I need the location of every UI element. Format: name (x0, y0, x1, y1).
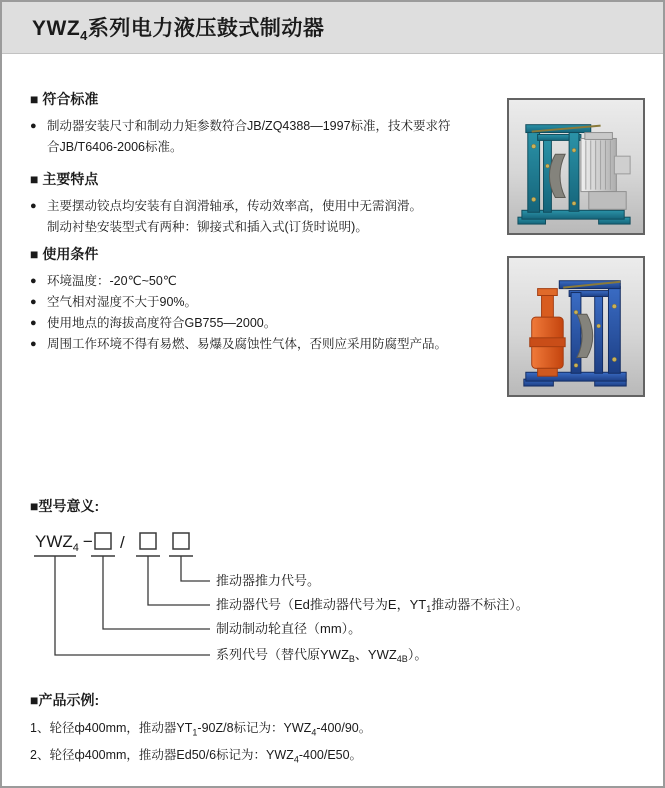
example-item-2: 2、轮径ф400mm，推动器Ed50/6标记为：$YWZ_4-400/E50$。 (30, 747, 363, 764)
condition-text: 使用地点的海拔高度符合GB755—2000。 (47, 316, 277, 330)
leader-line-thrust (181, 556, 210, 581)
product-photo-yt-thruster (507, 256, 645, 397)
bullet-icon: ● (30, 275, 37, 287)
condition-item (30, 334, 510, 355)
leader-line-wheel (103, 556, 210, 629)
condition-item (30, 271, 510, 292)
model-box-wheel (95, 533, 111, 549)
condition-text: 空气相对湿度不大于90%。 (47, 295, 198, 309)
standards-heading: ■ 符合标准 (30, 91, 99, 107)
model-formula: $YWZ_4$ − (35, 532, 93, 554)
features-bullet-line (30, 196, 500, 217)
label-wheel-diameter: 制动制动轮直径（mm）。 (216, 621, 362, 636)
label-series-code: 系列代号（替代原$YWZ_B$、$YWZ_{4B}$）。 (216, 647, 428, 664)
drum-brake-ed-thruster-illustration (514, 105, 638, 228)
condition-text: 周围工作环境不得有易燃、易爆及腐蚀性气体，否则应采用防腐型产品。 (47, 337, 448, 351)
label-thrust-code: 推动器推力代号。 (216, 573, 321, 588)
model-slash: / (120, 533, 125, 552)
model-box-thruster-code (140, 533, 156, 549)
bullet-icon: ● (30, 317, 37, 329)
features-continuation-line (30, 217, 500, 238)
condition-item (30, 313, 510, 334)
drum-brake-hydraulic-thruster-illustration (514, 263, 638, 390)
examples-heading: ■产品示例: (30, 692, 100, 708)
standards-continuation-line (30, 137, 500, 158)
conditions-heading: ■ 使用条件 (30, 246, 99, 262)
standards-text-line2: 合JB/T6406-2006标准。 (47, 140, 183, 154)
example-item-1: 1、轮径ф400mm，推动器$YT_1-90Z/8$标记为：$YWZ_4-400/90$。 (30, 721, 372, 738)
bullet-icon: ● (30, 120, 37, 132)
bullet-icon: ● (30, 200, 37, 212)
page-header (2, 2, 663, 54)
label-thruster-code: 推动器代号（Ed推动器代号为E，$YT_1$推动器不标注）。 (216, 597, 529, 614)
section-standards (30, 89, 500, 158)
model-designation-diagram (30, 523, 650, 673)
bullet-icon: ● (30, 296, 37, 308)
page-title (32, 12, 324, 43)
thruster-silver (581, 133, 630, 210)
section-features (30, 169, 500, 238)
title-prefix: YWZ (32, 16, 81, 40)
product-photo-ed-thruster (507, 98, 645, 235)
brake-shoe (549, 154, 565, 197)
thruster-orange (530, 289, 565, 377)
section-product-examples (30, 690, 510, 770)
condition-item (30, 292, 510, 313)
features-text-line2: 制动衬垫安装型式有两种：铆接式和插入式(订货时说明)。 (47, 220, 368, 234)
features-heading: ■ 主要特点 (30, 171, 99, 187)
standards-text-line1: 制动器安装尺寸和制动力矩参数符合JB/ZQ4388—1997标准，技术要求符 (47, 119, 451, 133)
standards-bullet-line (30, 116, 500, 137)
section-conditions (30, 244, 510, 355)
section-model-designation (30, 496, 650, 673)
condition-text: 环境温度：-20℃~50℃ (47, 274, 177, 288)
model-box-thrust-code (173, 533, 189, 549)
bullet-icon: ● (30, 338, 37, 350)
title-rest: 系列电力液压鼓式制动器 (87, 16, 325, 40)
model-heading: ■型号意义: (30, 498, 100, 514)
title-subscript: 4 (80, 28, 88, 44)
features-text-line1: 主要摆动铰点均安装有自润滑轴承，传动效率高，使用中无需润滑。 (47, 199, 423, 213)
